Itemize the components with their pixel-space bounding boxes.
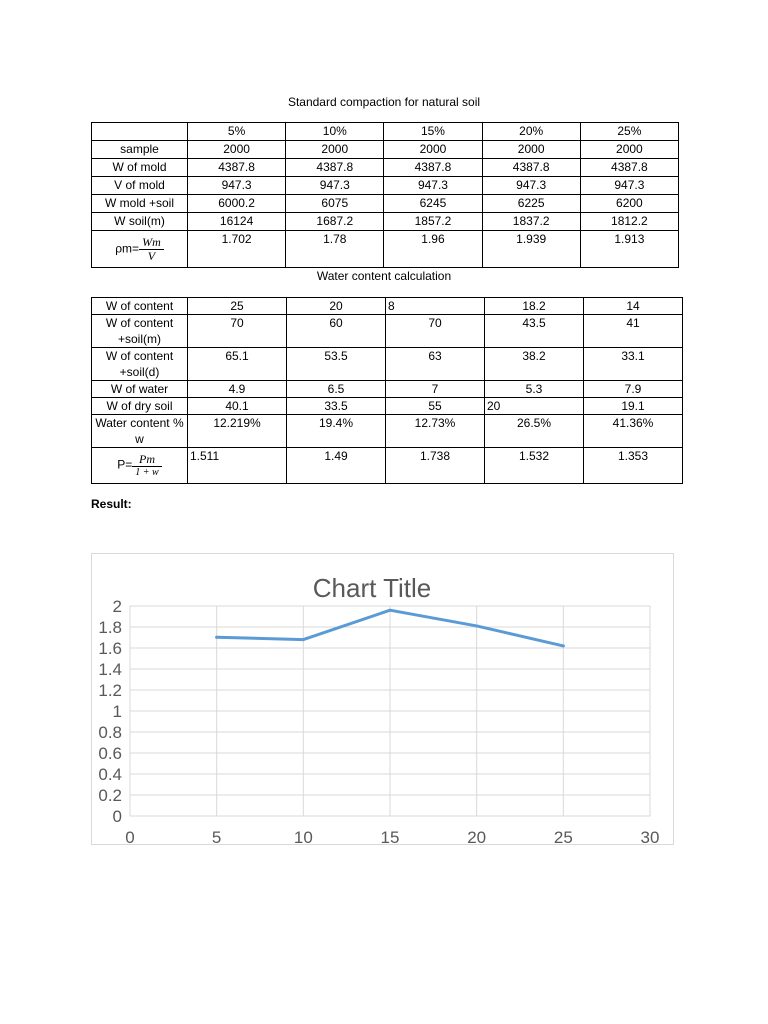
table-cell: 6245 (384, 195, 482, 213)
table-cell: 41.36% (584, 415, 683, 448)
table-cell: 53.5 (287, 348, 386, 381)
y-tick-label: 1.8 (98, 618, 122, 637)
table-cell: 19.1 (584, 398, 683, 415)
table-cell: 1.532 (485, 448, 584, 484)
y-tick-label: 0 (112, 807, 122, 826)
table-cell: 6075 (286, 195, 384, 213)
y-tick-label: 0.6 (98, 744, 122, 763)
table-cell: 1.511 (188, 448, 287, 484)
result-label: Result: (91, 497, 132, 511)
x-tick-label: 5 (211, 828, 222, 847)
table-cell: 4387.8 (286, 159, 384, 177)
y-tick-label: 1 (112, 702, 122, 721)
table-cell: 6000.2 (188, 195, 286, 213)
table-cell: 1.96 (384, 231, 482, 268)
data-point (215, 636, 218, 639)
table-cell: 25 (188, 298, 287, 315)
table-cell: 4387.8 (580, 159, 678, 177)
table-cell: 41 (584, 315, 683, 348)
table-cell: 1812.2 (580, 213, 678, 231)
x-tick-label: 25 (553, 828, 573, 847)
fraction-denominator: V (147, 248, 156, 263)
y-tick-label: 1.4 (98, 660, 122, 679)
table-cell: 1687.2 (286, 213, 384, 231)
table-cell: 2000 (580, 141, 678, 159)
table-cell: 70 (188, 315, 287, 348)
table-cell: 40.1 (188, 398, 287, 415)
table-cell: 60 (287, 315, 386, 348)
table-cell: 12.73% (386, 415, 485, 448)
table-cell: 4.9 (188, 381, 287, 398)
x-tick-label: 20 (467, 828, 487, 847)
chart-title: Chart Title (312, 573, 432, 603)
table-cell: 2000 (384, 141, 482, 159)
table-cell: 2000 (286, 141, 384, 159)
table-cell: 26.5% (485, 415, 584, 448)
table1-title: Standard compaction for natural soil (287, 95, 481, 109)
table-cell: 6225 (482, 195, 580, 213)
table-cell: 33.1 (584, 348, 683, 381)
x-tick-label: 10 (293, 828, 313, 847)
table-cell: 1.702 (188, 231, 286, 268)
header-cell: 25% (580, 123, 678, 141)
row-label: W of content +soil(d) (92, 348, 188, 381)
fraction-denominator: 1 + w (135, 467, 159, 478)
table-cell: 55 (386, 398, 485, 415)
table-cell: 4387.8 (188, 159, 286, 177)
x-tick-label: 0 (125, 828, 135, 847)
header-cell: 10% (286, 123, 384, 141)
table-cell: 1.939 (482, 231, 580, 268)
y-tick-label: 0.2 (98, 786, 122, 805)
row-label: W soil(m) (92, 213, 188, 231)
row-label: W of content (92, 298, 188, 315)
row-label: V of mold (92, 177, 188, 195)
y-tick-label: 2 (112, 597, 122, 616)
table-cell: 2000 (188, 141, 286, 159)
x-tick-label: 15 (380, 828, 400, 847)
table-cell: 70 (386, 315, 485, 348)
row-label: W of water (92, 381, 188, 398)
table-cell: 16124 (188, 213, 286, 231)
y-tick-label: 1.6 (98, 639, 122, 658)
row-label: Water content % w (92, 415, 188, 448)
table-cell: 1.78 (286, 231, 384, 268)
header-cell: 20% (482, 123, 580, 141)
header-cell: 15% (384, 123, 482, 141)
table-cell: 947.3 (286, 177, 384, 195)
table-cell: 1.353 (584, 448, 683, 484)
table-cell: 12.219% (188, 415, 287, 448)
table-cell: 7.9 (584, 381, 683, 398)
row-label: W of content +soil(m) (92, 315, 188, 348)
table-cell: 7 (386, 381, 485, 398)
row-label: sample (92, 141, 188, 159)
table-cell: 4387.8 (482, 159, 580, 177)
row-label: W of dry soil (92, 398, 188, 415)
table-cell: 6200 (580, 195, 678, 213)
data-point (562, 644, 565, 647)
table-cell: 947.3 (482, 177, 580, 195)
formula-prefix: ρm= (115, 241, 140, 256)
table-cell: 65.1 (188, 348, 287, 381)
data-point (475, 624, 478, 627)
y-tick-label: 0.4 (98, 765, 122, 784)
row-label: W of mold (92, 159, 188, 177)
table-cell: 33.5 (287, 398, 386, 415)
table-cell: 947.3 (580, 177, 678, 195)
data-point (302, 638, 305, 641)
table-cell: 5.3 (485, 381, 584, 398)
table-cell: 63 (386, 348, 485, 381)
data-point (389, 609, 392, 612)
row-label: W mold +soil (92, 195, 188, 213)
table-cell: 19.4% (287, 415, 386, 448)
x-tick-label: 30 (640, 828, 660, 847)
table-cell: 20 (485, 398, 584, 415)
fraction-numerator: Wm (139, 236, 164, 250)
y-tick-label: 1.2 (98, 681, 122, 700)
table-cell: 8 (386, 298, 485, 315)
fraction-numerator: Pm (132, 453, 161, 467)
table-cell: 4387.8 (384, 159, 482, 177)
table-cell: 1.913 (580, 231, 678, 268)
table-cell: 14 (584, 298, 683, 315)
table-cell: 2000 (482, 141, 580, 159)
table-cell: 1.738 (386, 448, 485, 484)
y-tick-label: 0.8 (98, 723, 122, 742)
table2-title: Water content calculation (316, 269, 452, 283)
table-cell: 20 (287, 298, 386, 315)
table-cell: 947.3 (188, 177, 286, 195)
table-cell: 38.2 (485, 348, 584, 381)
formula-prefix: P= (117, 457, 133, 472)
table-cell: 1857.2 (384, 213, 482, 231)
table-cell: 6.5 (287, 381, 386, 398)
table-cell: 1.49 (287, 448, 386, 484)
header-cell: 5% (188, 123, 286, 141)
table-cell: 18.2 (485, 298, 584, 315)
table-cell: 43.5 (485, 315, 584, 348)
table-cell: 947.3 (384, 177, 482, 195)
table-cell: 1837.2 (482, 213, 580, 231)
